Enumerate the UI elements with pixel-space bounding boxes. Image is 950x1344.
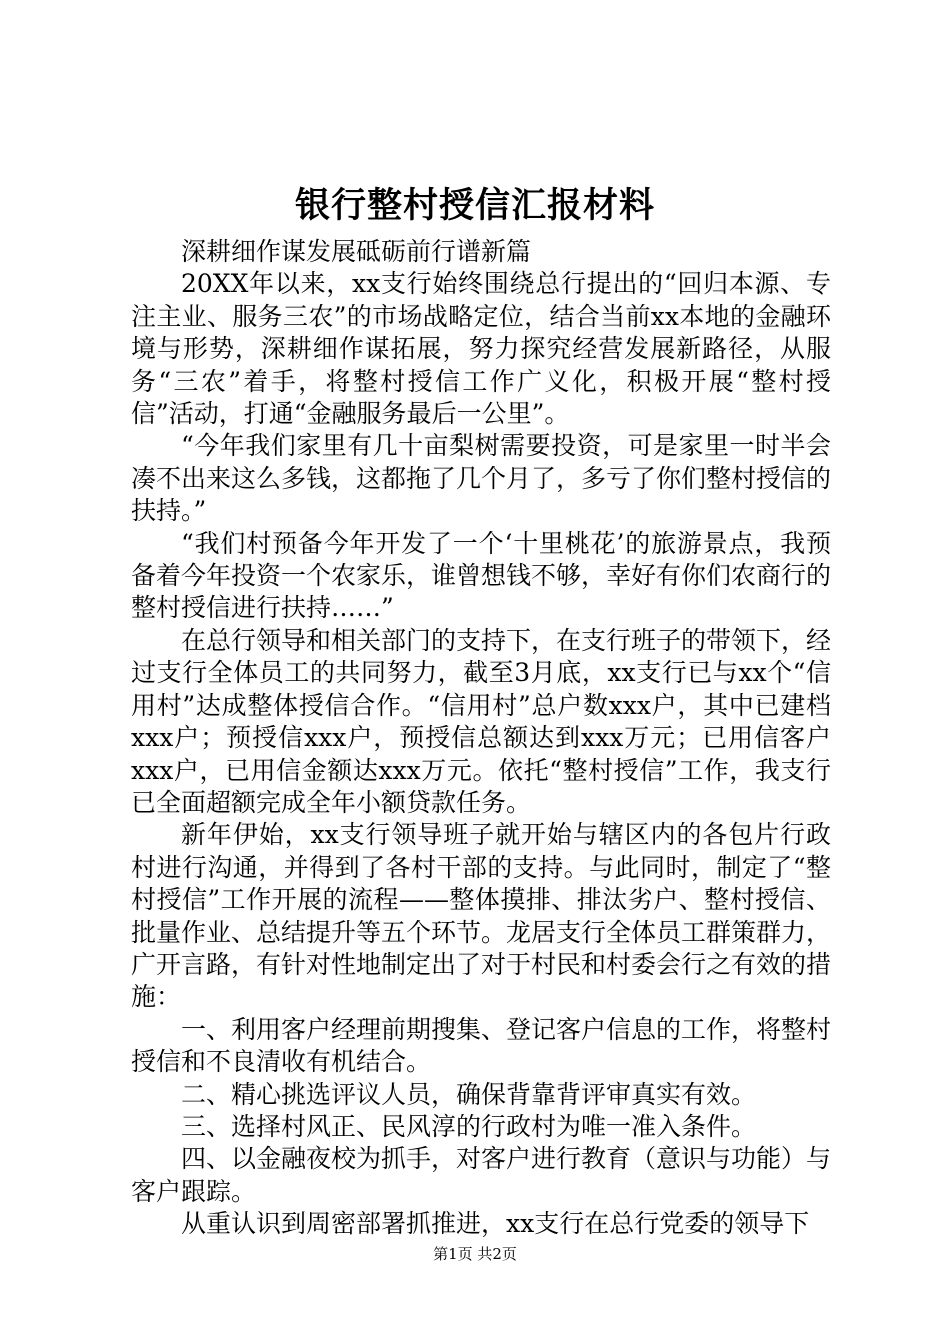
paragraph: 一、利用客户经理前期搜集、登记客户信息的工作，将整村授信和不良清收有机结合。 [131, 1014, 832, 1077]
paragraph: 从重认识到周密部署抓推进，xx支行在总行党委的领导下 [181, 1209, 810, 1239]
paragraph: 三、选择村风正、民风淳的行政村为唯一准入条件。 [181, 1111, 757, 1141]
paragraph: 在总行领导和相关部门的支持下，在支行班子的带领下，经过支行全体员工的共同努力，截至3月底，xx支行已与xx个“信用村”达成整体授信合作。“信用村”总户数xxx户，其中已建档xxx户；预授信xxx户，预授信总额达到xxx万元；已用信客户xxx户，已用信金额达xxx万元。依托“整村授信”工作，我支行已全面超额完成全年小额贷款任务。 [131, 625, 832, 817]
paragraph: 20XX年以来，xx支行始终围绕总行提出的“回归本源、专注主业、服务三农”的市场战略定位，结合当前xx本地的金融环境与形势，深耕细作谋拓展，努力探究经营发展新路径，从服务“三农”着手，将整村授信工作广义化，积极开展“整村授信”活动，打通“金融服务最后一公里”。 [131, 269, 831, 429]
document-body [131, 236, 831, 1241]
paragraph: 四、以金融夜校为抓手，对客户进行教育（意识与功能）与客户跟踪。 [131, 1144, 832, 1206]
document-subtitle: 深耕细作谋发展砥砺前行谱新篇 [181, 237, 532, 266]
paragraph: 新年伊始，xx支行领导班子就开始与辖区内的各包片行政村进行沟通，并得到了各村干部的支持。与此同时，制定了“整村授信”工作开展的流程——整体摸排、排汰劣户、整村授信、批量作业、总结提升等五个环节。龙居支行全体员工群策群力，广开言路，有针对性地制定出了对于村民和村委会行之有效的措施： [131, 820, 832, 1012]
page-number: 第1页 共2页 [433, 1245, 517, 1263]
paragraph: 二、精心挑选评议人员，确保背靠背评审真实有效。 [181, 1079, 757, 1109]
paragraph: “我们村预备今年开发了一个‘十里桃花’的旅游景点，我预备着今年投资一个农家乐，谁曾想钱不够，幸好有你们农商行的整村授信进行扶持……” [131, 528, 832, 623]
document-title: 银行整村授信汇报材料 [294, 185, 655, 226]
paragraph: “今年我们家里有几十亩梨树需要投资，可是家里一时半会凑不出来这么多钱，这都拖了几个月了，多亏了你们整村授信的扶持。” [131, 431, 832, 526]
